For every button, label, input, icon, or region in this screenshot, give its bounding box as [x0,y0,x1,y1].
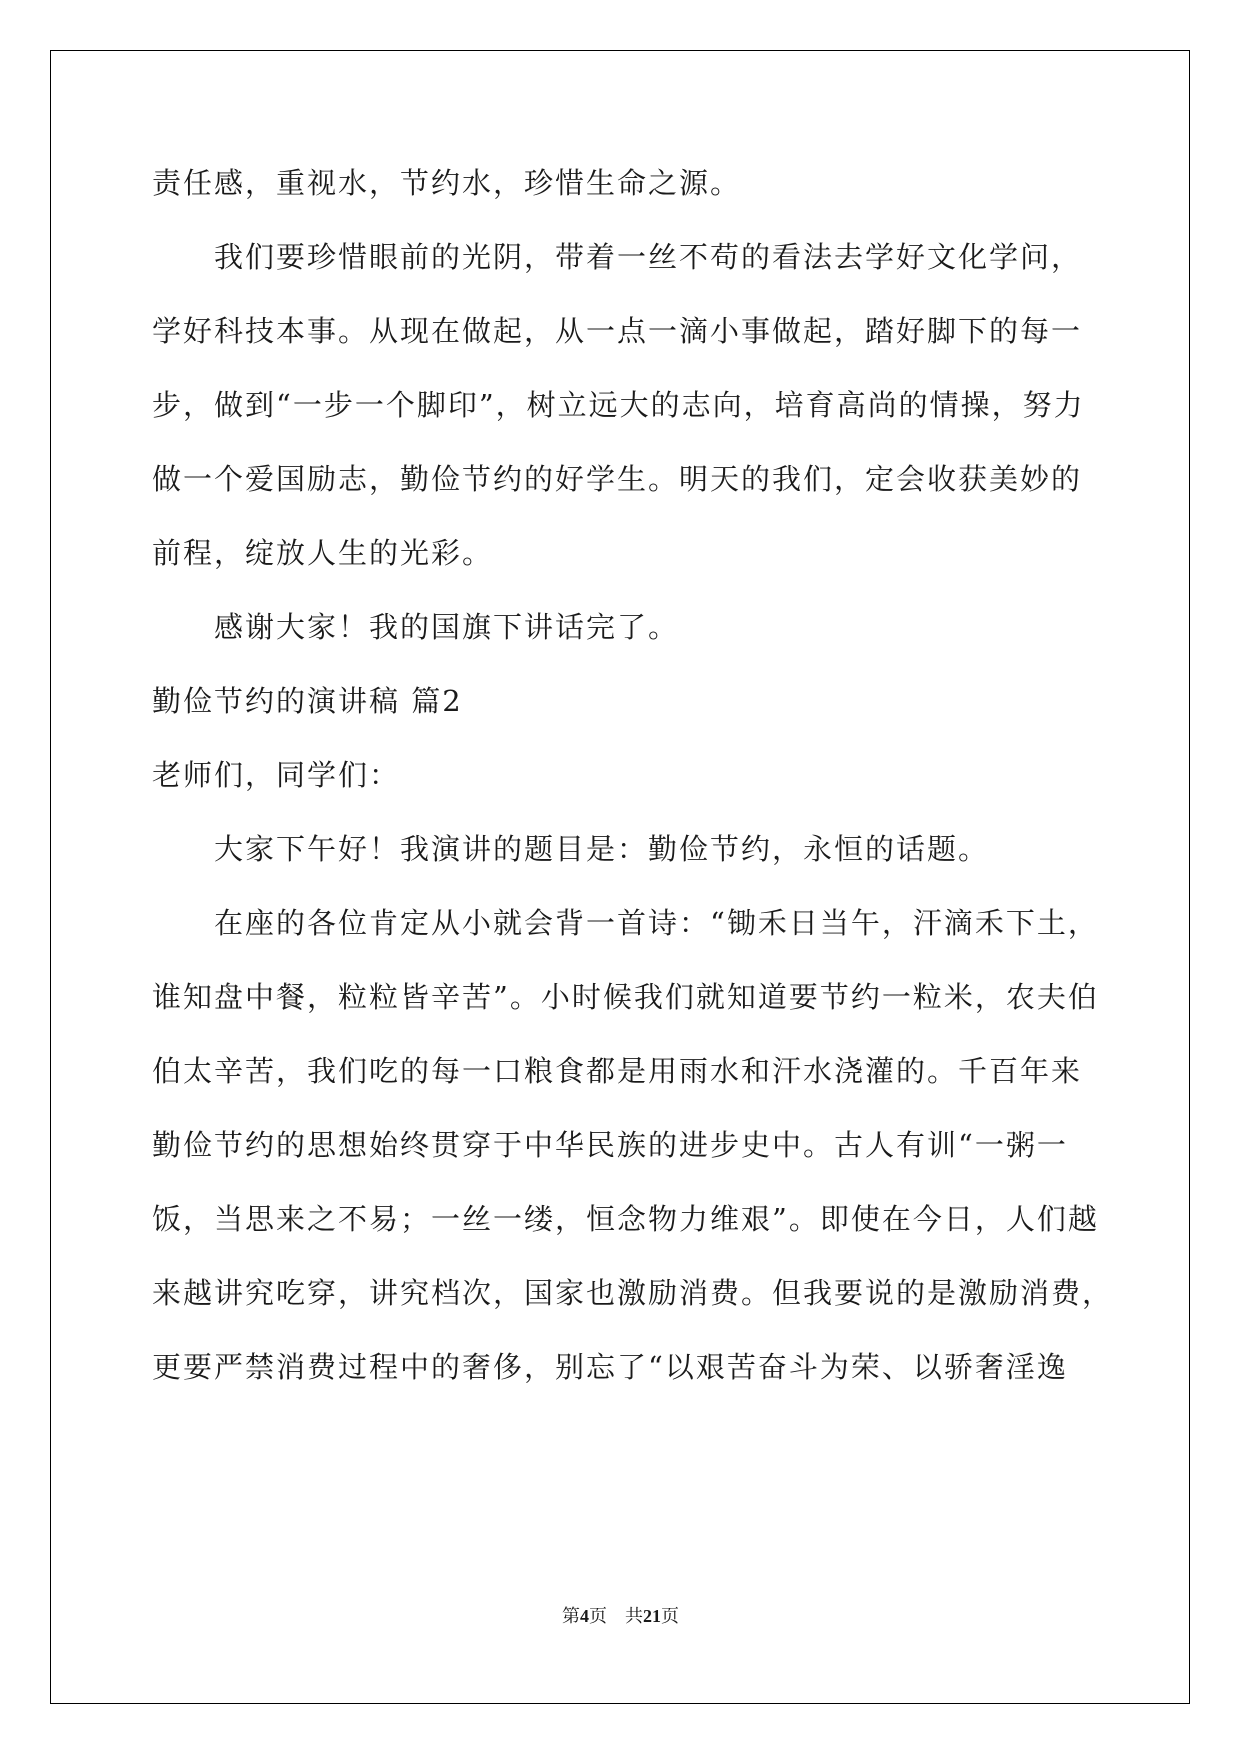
page-border [50,50,1190,1704]
paragraph-start: 我们要珍惜眼前的光阴，带着一丝不苟的看法去学好文化学问， [214,240,1083,274]
salutation: 老师们，同学们： [152,758,401,792]
current-page-number: 4 [580,1606,589,1626]
paragraph-start: 大家下午好！我演讲的题目是：勤俭节约，永恒的话题。 [214,832,990,866]
page-suffix: 页 [589,1606,607,1626]
text-line: 来越讲究吃穿，讲究档次，国家也激励消费。但我要说的是激励消费， [152,1276,1114,1310]
text-line: 更要严禁消费过程中的奢侈，别忘了“以艰苦奋斗为荣、以骄奢淫逸 [152,1350,1068,1384]
text-line: 伯太辛苦，我们吃的每一口粮食都是用雨水和汗水浇灌的。千百年来 [152,1054,1083,1088]
total-suffix: 页 [661,1606,679,1626]
section-heading: 勤俭节约的演讲稿 篇2 [152,684,463,718]
total-page-number: 21 [643,1606,661,1626]
text-line: 勤俭节约的思想始终贯穿于中华民族的进步史中。古人有训“一粥一 [152,1128,1068,1162]
text-line: 学好科技本事。从现在做起，从一点一滴小事做起，踏好脚下的每一 [152,314,1083,348]
paragraph-start: 感谢大家！我的国旗下讲话完了。 [214,610,680,644]
page-footer [0,1604,1241,1628]
text-line: 做一个爱国励志，勤俭节约的好学生。明天的我们，定会收获美妙的 [152,462,1083,496]
text-line: 责任感，重视水，节约水，珍惜生命之源。 [152,166,742,200]
page-prefix: 第 [562,1606,580,1626]
total-prefix: 共 [625,1606,643,1626]
text-line: 前程，绽放人生的光彩。 [152,536,494,570]
text-line: 饭，当思来之不易；一丝一缕，恒念物力维艰”。即使在今日，人们越 [152,1202,1099,1236]
paragraph-start: 在座的各位肯定从小就会背一首诗：“锄禾日当午，汗滴禾下土， [214,906,1099,940]
text-line: 谁知盘中餐，粒粒皆辛苦”。小时候我们就知道要节约一粒米，农夫伯 [152,980,1099,1014]
text-line: 步，做到“一步一个脚印”，树立远大的志向，培育高尚的情操，努力 [152,388,1085,422]
